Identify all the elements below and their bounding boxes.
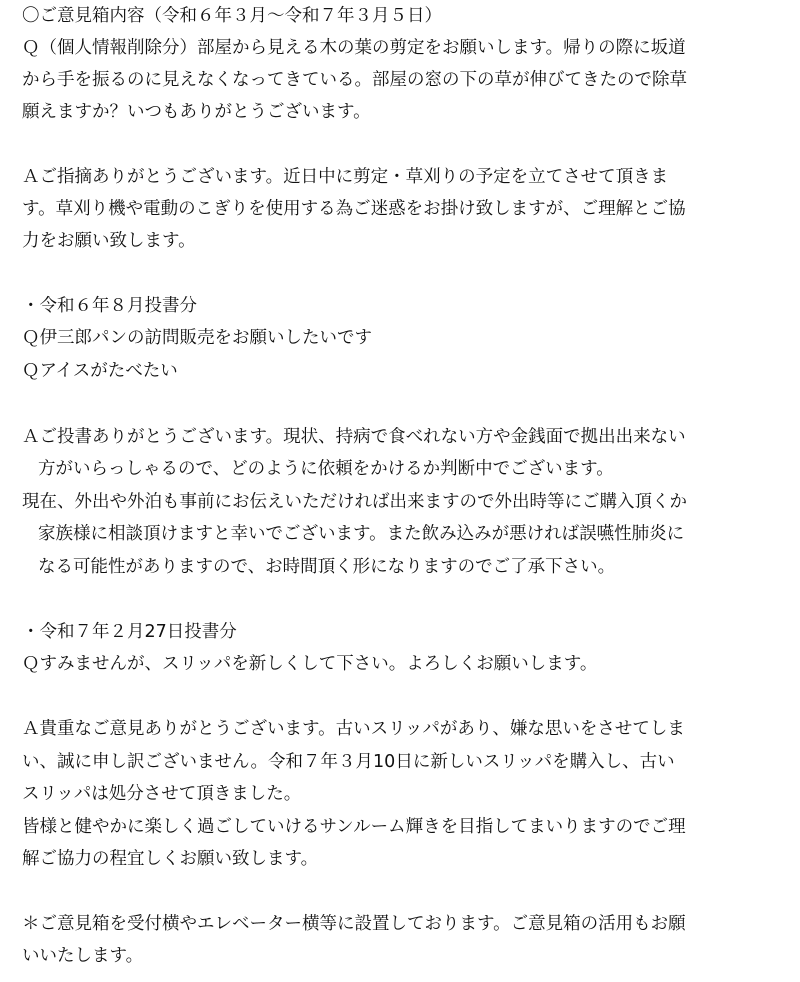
answer-line: い、誠に申し訳ございません。令和７年３月10日に新しいスリッパを購入し、古い: [22, 752, 675, 772]
answer-line: スリッパは処分させて頂きました。: [22, 784, 302, 804]
section-title: 〇ご意見箱内容（令和６年３月～令和７年３月５日）: [22, 6, 442, 26]
question-line: から手を振るのに見えなくなってきている。部屋の窓の下の草が伸びてきたので除草: [22, 70, 687, 90]
answer-line: Ａご投書ありがとうございます。現状、持病で食べれない方や金銭面で拠出出来ない: [22, 427, 686, 447]
question-line: Ｑすみませんが、スリッパを新しくして下さい。よろしくお願いします。: [22, 654, 598, 674]
answer-line: Ａご指摘ありがとうございます。近日中に剪定・草刈りの予定を立てさせて頂きま: [22, 167, 669, 187]
answer-line: 現在、外出や外泊も事前にお伝えいただければ出来ますので外出時等にご購入頂くか: [22, 492, 687, 512]
answer-line: なる可能性がありますので、お時間頂く形になりますのでご了承下さい。: [38, 557, 616, 577]
answer-line: 方がいらっしゃるので、どのように依頼をかけるか判断中でございます。: [38, 459, 614, 479]
answer-line: す。草刈り機や電動のこぎりを使用する為ご迷惑をお掛け致しますが、ご理解とご協: [22, 199, 686, 219]
answer-line: Ａ貴重なご意見ありがとうございます。古いスリッパがあり、嫌な思いをさせてしま: [22, 719, 685, 739]
answer-line: 解ご協力の程宜しくお願い致します。: [22, 849, 319, 869]
question-line: Ｑ（個人情報削除分）部屋から見える木の葉の剪定をお願いします。帰りの際に坂道: [22, 38, 686, 58]
section-heading: ・令和６年８月投書分: [22, 296, 197, 316]
notice-line: いいたします。: [22, 946, 144, 966]
answer-line: 皆様と健やかに楽しく過ごしていけるサンルーム輝きを目指してまいりますのでご理: [22, 817, 686, 837]
answer-line: 力をお願い致します。: [22, 231, 196, 251]
question-line: Ｑアイスがたべたい: [22, 361, 178, 381]
section-heading: ・令和７年２月27日投書分: [22, 622, 237, 642]
answer-line: 家族様に相談頂けますと幸いでございます。また飲み込みが悪ければ誤嚥性肺炎に: [38, 524, 685, 544]
question-line: 願えますか？いつもありがとうございます。: [22, 102, 371, 122]
question-line: Ｑ伊三郎パンの訪問販売をお願いしたいです: [22, 328, 372, 348]
notice-line: ＊ご意見箱を受付横やエレベーター横等に設置しております。ご意見箱の活用もお願: [22, 914, 686, 934]
